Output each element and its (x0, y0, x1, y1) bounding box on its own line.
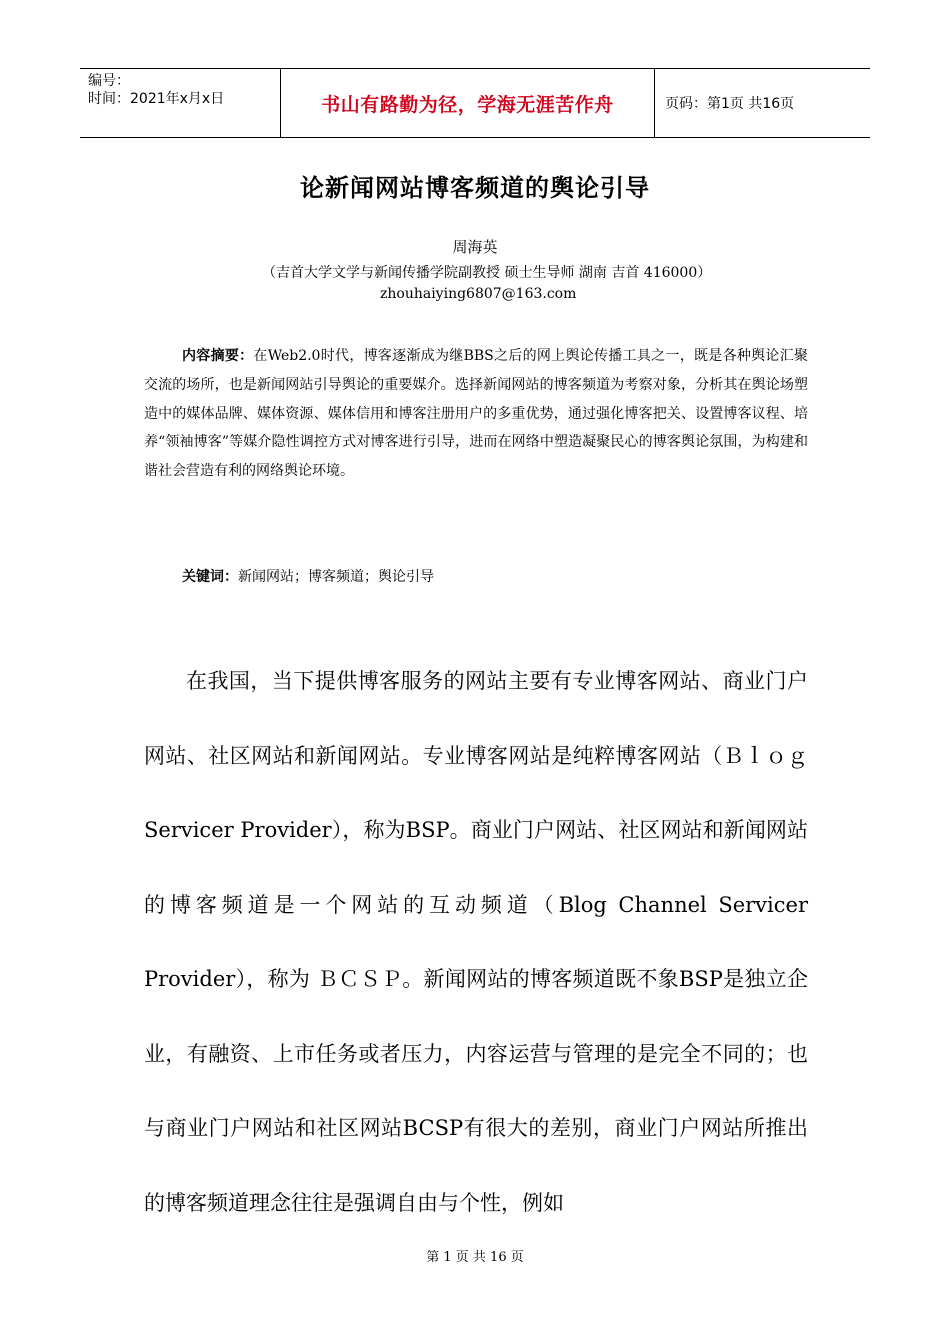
author-name: 周海英 (452, 238, 498, 256)
keywords-label: 关键词： (182, 569, 238, 585)
article-title: 论新闻网站博客频道的舆论引导 (300, 174, 650, 202)
body-paragraph: 在我国，当下提供博客服务的网站主要有专业博客网站、商业门户网站、社区网站和新闻网站。专业博客网站是纯粹博客网站（Ｂｌｏｇ Servicer Provider），称为BSP。商业门户网站、社区网站和新闻网站的博客频道是一个网站的互动频道（Blog Channel Servicer Provider），称为 ＢＣＳＰ。新闻网站的博客频道既不象BSP是独立企业，有融资、上市任务或者压力，内容运营与管理的是完全不同的；也与商业门户网站和社区网站BCSP有很大的差别，商业门户网站所推出的博客频道理念往往是强调自由与个性，例如 (144, 669, 808, 1215)
page-footer: 第 1 页 共 16 页 (426, 1250, 524, 1265)
abstract-text: 在Web2.0时代，博客逐渐成为继BBS之后的网上舆论传播工具之一，既是各种舆论汇聚交流的场所，也是新闻网站引导舆论的重要媒介。选择新闻网站的博客频道为考察对象，分析其在舆论场塑造中的媒体品牌、媒体资源、媒体信用和博客注册用户的多重优势，通过强化博客把关、设置博客议程、培养“领袖博客”等媒介隐性调控方式对博客进行引导，进而在网络中塑造凝聚民心的博客舆论氛围，为构建和谐社会营造有利的网络舆论环境。 (144, 348, 808, 480)
abstract-label: 内容摘要： (182, 348, 254, 364)
author-affiliation: （吉首大学文学与新闻传播学院副教授 硕士生导师 湖南 吉首 416000） (262, 265, 712, 281)
header-meta-cell (80, 69, 281, 137)
header-table (80, 68, 870, 138)
page-info: 页码：第1页 共16页 (665, 96, 795, 112)
keywords-text: 新闻网站；博客频道；舆论引导 (238, 569, 434, 585)
motto-text: 书山有路勤为径，学海无涯苦作舟 (321, 93, 614, 116)
keywords (182, 566, 434, 586)
author-email: zhouhaiying6807@163.com (380, 286, 577, 302)
abstract (144, 342, 808, 486)
number-label: 编号： (88, 73, 130, 89)
header-page-cell (655, 69, 870, 137)
header-motto-cell (281, 69, 655, 137)
time-label: 时间：2021年x月x日 (88, 91, 225, 107)
